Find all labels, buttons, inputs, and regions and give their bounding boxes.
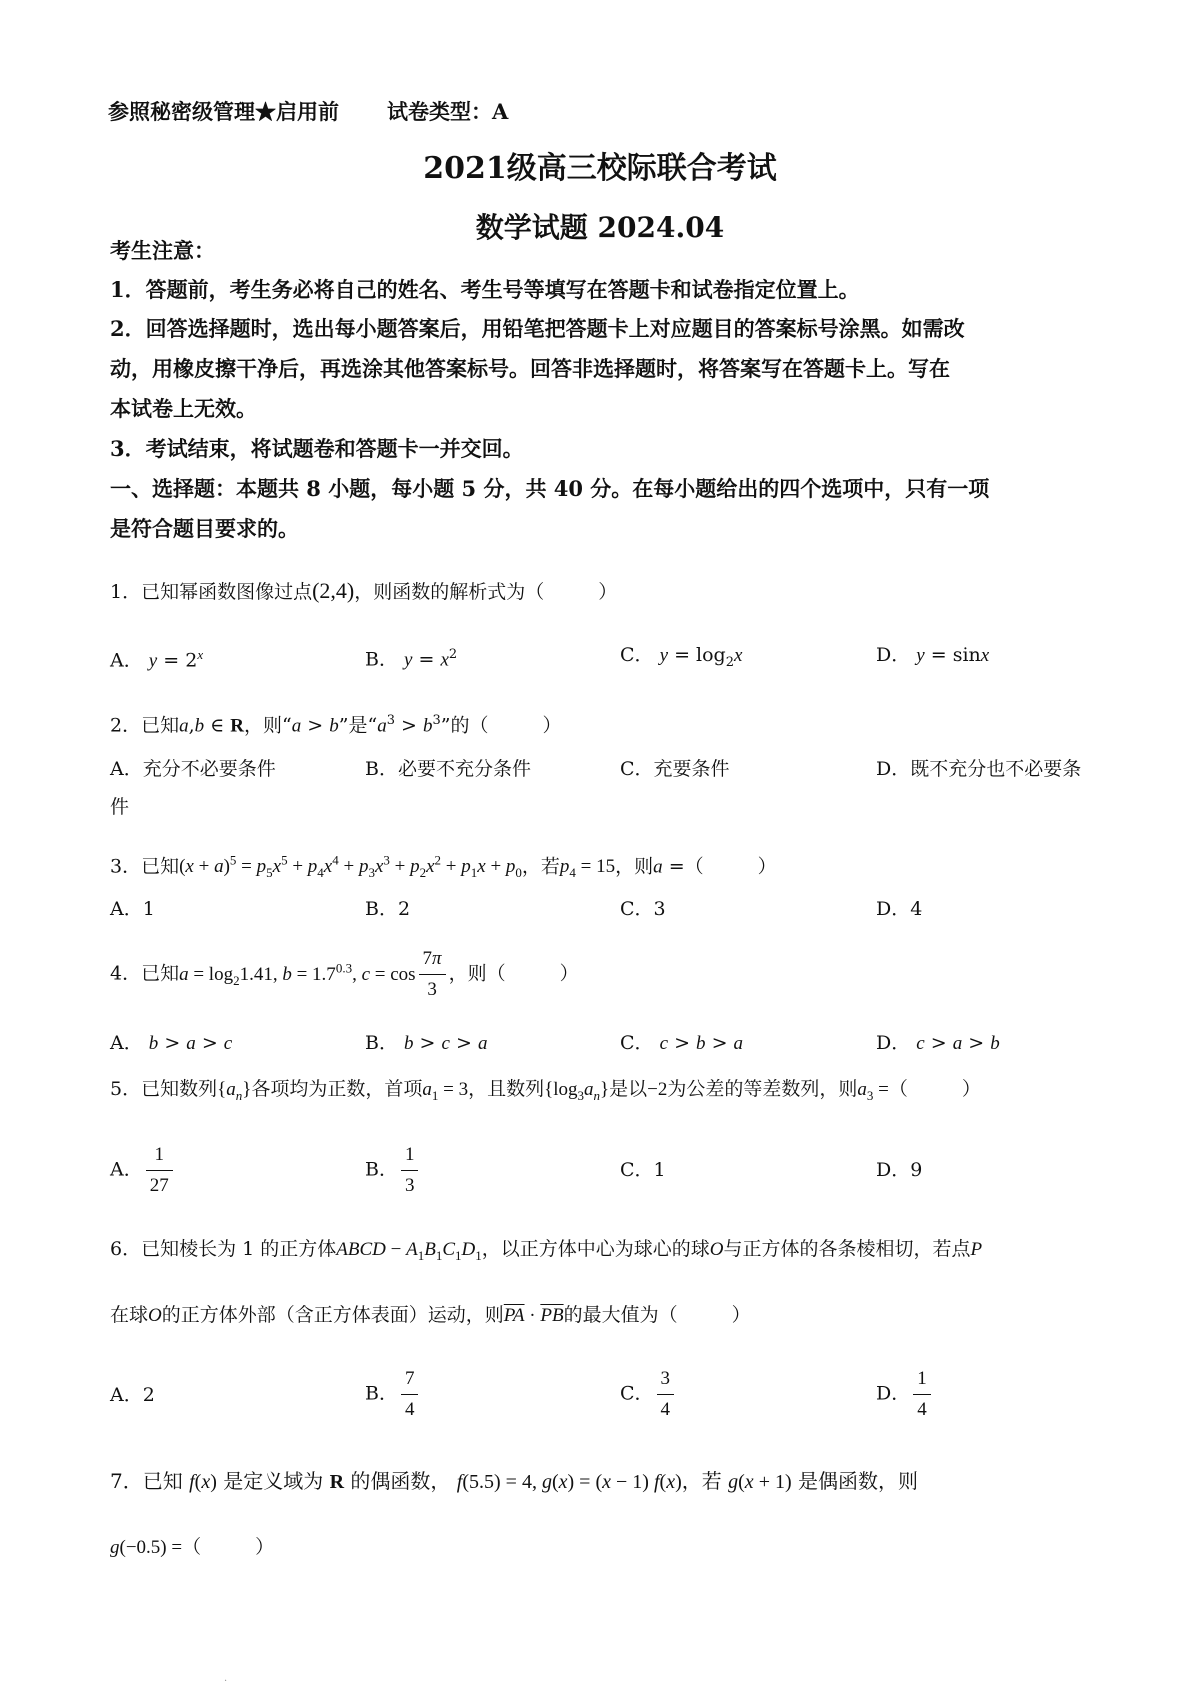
section1-heading-cont: 是符合题目要求的。 [110, 516, 299, 541]
notice-heading: 考生注意： [110, 238, 215, 263]
question-1: 1．已知幂函数图像过点(2,4)，则函数的解析式为（ ） [110, 578, 618, 603]
question-7-cont: g(−0.5) =（ ） [110, 1536, 275, 1558]
paper-type-label: 试卷类型：A [387, 99, 509, 124]
q5-option-d[interactable]: D．9 [876, 1159, 923, 1181]
q3-option-a[interactable]: A．1 [110, 898, 155, 920]
q6-option-d[interactable]: D． $\frac{1}{4}$ [876, 1364, 934, 1425]
question-5: 5．已知数列$\{a_n\}$各项均为正数，首项$a_1 = 3$，且数列$\{\log_3a_n\}$是以−2为公差的等差数列，则$a_3$ =（ ） [110, 1078, 981, 1103]
question-3: 3．已知$(x + a)^5 = p_5x^5 + p_4x^4 + p_3x^3 + p_2x^2 + p_1x + p_0$，若$p_4 = 15$，则a =（ ） [110, 853, 777, 881]
notice-item-2-cont: 动，用橡皮擦干净后，再选涂其他答案标号。回答非选择题时，将答案写在答题卡上。写在 [110, 356, 950, 381]
q5-option-c[interactable]: C．1 [620, 1159, 666, 1181]
question-6-cont: 在球O的正方体外部（含正方体表面）运动，则$\overline{PA} \cdot \overline{PB}$的最大值为（ ） [110, 1304, 751, 1326]
q3-option-c[interactable]: C．3 [620, 898, 666, 920]
exam-header [108, 96, 508, 126]
confidential-label: 参照秘密级管理★启用前 [108, 99, 339, 124]
q1-option-a[interactable]: A． $y = 2^x$ [110, 647, 204, 672]
question-4: 4．已知$a = \log_21.41$, $b = 1.7^{0.3}$, c = cos $\frac{7\pi}{3}$ ，则（ ） [110, 944, 579, 1005]
q3-option-b[interactable]: B．2 [365, 898, 411, 920]
q5-option-b[interactable]: B． $\frac{1}{3}$ [365, 1140, 421, 1201]
q2-option-b[interactable]: B．必要不充分条件 [365, 758, 531, 780]
notice-item-2: 2．回答选择题时，选出每小题答案后，用铅笔把答题卡上对应题目的答案标号涂黑。如需改 [110, 316, 965, 341]
q6-option-a[interactable]: A．2 [110, 1384, 155, 1406]
question-2: 2．已知a,b ∈ R，则“a > b”是“$a^3 > b^3$”的（ ） [110, 713, 562, 737]
notice-item-1: 1．答题前，考生务必将自己的姓名、考生号等填写在答题卡和试卷指定位置上。 [110, 277, 860, 302]
q1-option-c[interactable]: C． $y = \log_2x$ [620, 644, 743, 670]
question-7: 7．已知 f(x) 是定义域为 R 的偶函数， f(5.5) = 4, g(x) = (x − 1) f(x)，若 g(x + 1) 是偶函数，则 [110, 1469, 918, 1493]
q6-option-b[interactable]: B． $\frac{7}{4}$ [365, 1364, 421, 1425]
q2-option-d-cont: 件 [110, 796, 130, 818]
question-6: 6．已知棱长为 1 的正方体ABCD − $A_1B_1C_1D_1$，以正方体中心为球心的球O与正方体的各条棱相切，若点P [110, 1238, 983, 1263]
q1-option-d[interactable]: D． y = sinx [876, 644, 990, 666]
q5-option-a[interactable]: A． $\frac{1}{27}$ [110, 1140, 176, 1201]
q4-option-a[interactable]: A． b > a > c [110, 1032, 233, 1054]
q4-option-c[interactable]: C． c > b > a [620, 1032, 744, 1054]
q2-option-a[interactable]: A．充分不必要条件 [110, 758, 276, 780]
q2-option-c[interactable]: C．充要条件 [620, 758, 730, 780]
exam-title: 2021级高三校际联合考试 [423, 151, 777, 186]
section1-heading: 一、选择题：本题共 8 小题，每小题 5 分，共 40 分。在每小题给出的四个选项中，只有一项 [110, 476, 990, 501]
q1-option-b[interactable]: B． $y = x^2$ [365, 647, 458, 671]
q4-option-b[interactable]: B． b > c > a [365, 1032, 488, 1054]
notice-item-3: 3．考试结束，将试题卷和答题卡一并交回。 [110, 436, 524, 461]
q4-option-d[interactable]: D． c > a > b [876, 1032, 1000, 1054]
exam-subtitle: 数学试题 2024.04 [475, 211, 725, 244]
footer-mark: · [224, 1676, 228, 1687]
q2-option-d[interactable]: D．既不充分也不必要条 [876, 758, 1082, 780]
notice-item-2-cont2: 本试卷上无效。 [110, 396, 257, 421]
q3-option-d[interactable]: D．4 [876, 898, 923, 920]
q6-option-c[interactable]: C． $\frac{3}{4}$ [620, 1364, 677, 1425]
